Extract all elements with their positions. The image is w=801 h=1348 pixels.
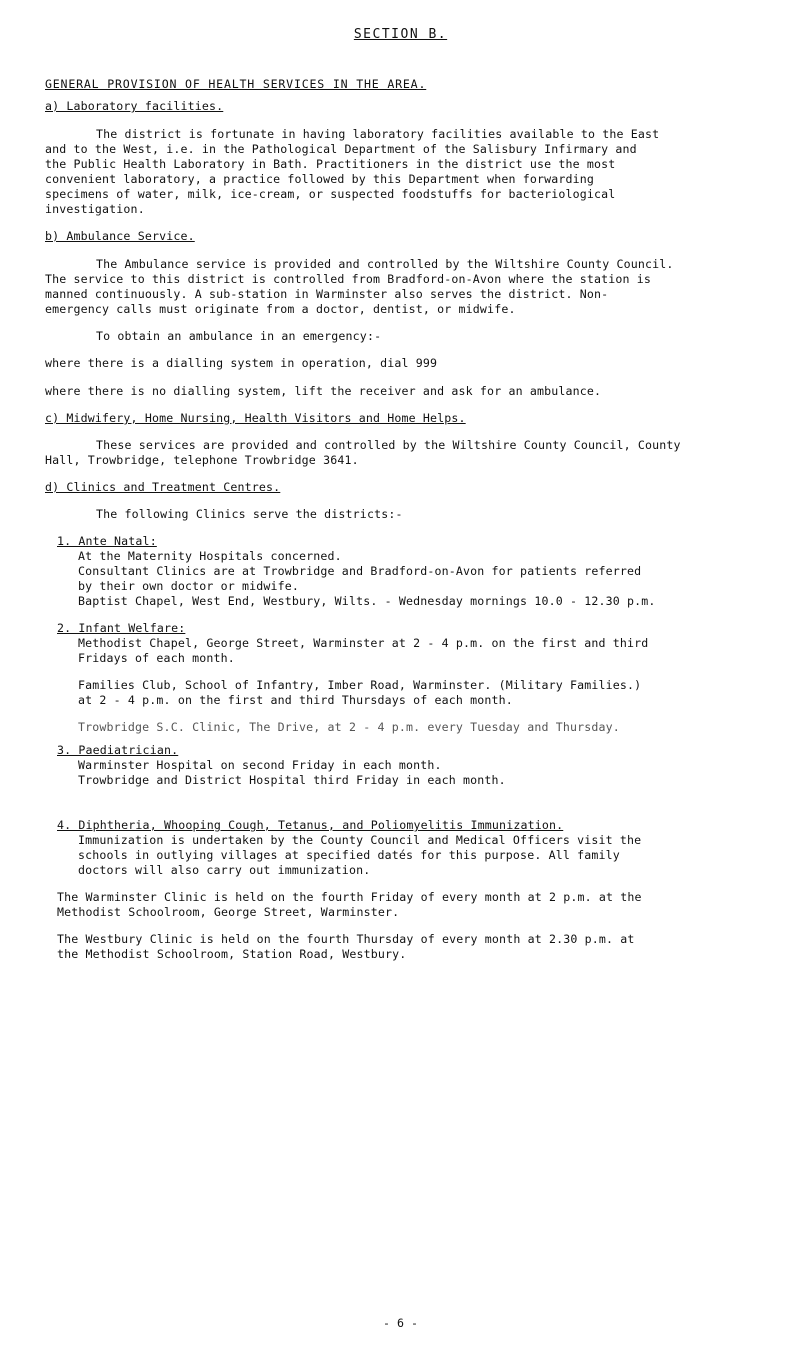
midwifery-line: These services are provided and controlled by the Wiltshire County Council, County <box>96 438 681 452</box>
ambulance-dialling: where there is a dialling system in operation, dial 999 <box>45 356 438 370</box>
immunization-line: doctors will also carry out immunization. <box>78 863 371 877</box>
lab-line: The district is fortunate in having laboratory facilities available to the East <box>96 127 660 141</box>
immunization-line: schools in outlying villages at specified datés for this purpose. All family <box>78 848 620 862</box>
page-number: - 6 - <box>383 1316 418 1330</box>
lab-title: a) Laboratory facilities. <box>45 99 224 113</box>
immunization-line: Immunization is undertaken by the County Council and Medical Officers visit the <box>78 833 642 847</box>
page-heading: GENERAL PROVISION OF HEALTH SERVICES IN THE AREA. <box>45 77 427 91</box>
clinics-intro: The following Clinics serve the districts:- <box>96 507 403 521</box>
infant-welfare-line: Trowbridge S.C. Clinic, The Drive, at 2 - 4 p.m. every Tuesday and Thursday. <box>78 720 620 734</box>
paediatrician-line: Warminster Hospital on second Friday in each month. <box>78 758 442 772</box>
infant-welfare-line: Methodist Chapel, George Street, Warminster at 2 - 4 p.m. on the first and third <box>78 636 649 650</box>
ambulance-line: emergency calls must originate from a doctor, dentist, or midwife. <box>45 302 516 316</box>
ambulance-title: b) Ambulance Service. <box>45 229 195 243</box>
lab-line: specimens of water, milk, ice-cream, or suspected foodstuffs for bacteriological <box>45 187 616 201</box>
antenatal-title: 1. Ante Natal: <box>57 534 157 548</box>
antenatal-line: At the Maternity Hospitals concerned. <box>78 549 342 563</box>
ambulance-obtain: To obtain an ambulance in an emergency:- <box>96 329 382 343</box>
infant-welfare-line: Fridays of each month. <box>78 651 235 665</box>
midwifery-title: c) Midwifery, Home Nursing, Health Visitors and Home Helps. <box>45 411 466 425</box>
warminster-clinic-line: The Warminster Clinic is held on the fourth Friday of every month at 2 p.m. at the <box>57 890 642 904</box>
westbury-clinic-line: The Westbury Clinic is held on the fourth Thursday of every month at 2.30 p.m. at <box>57 932 635 946</box>
antenatal-line: Baptist Chapel, West End, Westbury, Wilts. - Wednesday mornings 10.0 - 12.30 p.m. <box>78 594 656 608</box>
midwifery-line: Hall, Trowbridge, telephone Trowbridge 3641. <box>45 453 359 467</box>
ambulance-no-dialling: where there is no dialling system, lift the receiver and ask for an ambulance. <box>45 384 602 398</box>
infant-welfare-title: 2. Infant Welfare: <box>57 621 186 635</box>
lab-line: the Public Health Laboratory in Bath. Practitioners in the district use the most <box>45 157 616 171</box>
antenatal-line: Consultant Clinics are at Trowbridge and Bradford-on-Avon for patients referred <box>78 564 642 578</box>
lab-line: and to the West, i.e. in the Pathological Department of the Salisbury Infirmary and <box>45 142 637 156</box>
antenatal-line: by their own doctor or midwife. <box>78 579 300 593</box>
clinics-title: d) Clinics and Treatment Centres. <box>45 480 281 494</box>
westbury-clinic-line: the Methodist Schoolroom, Station Road, Westbury. <box>57 947 407 961</box>
paediatrician-line: Trowbridge and District Hospital third Friday in each month. <box>78 773 506 787</box>
infant-welfare-line: Families Club, School of Infantry, Imber Road, Warminster. (Military Families.) <box>78 678 642 692</box>
infant-welfare-line: at 2 - 4 p.m. on the first and third Thursdays of each month. <box>78 693 513 707</box>
lab-line: investigation. <box>45 202 145 216</box>
immunization-title: 4. Diphtheria, Whooping Cough, Tetanus, and Poliomyelitis Immunization. <box>57 818 564 832</box>
warminster-clinic-line: Methodist Schoolroom, George Street, Warminster. <box>57 905 400 919</box>
ambulance-line: manned continuously. A sub-station in Warminster also serves the district. Non- <box>45 287 609 301</box>
ambulance-line: The Ambulance service is provided and controlled by the Wiltshire County Council. <box>96 257 674 271</box>
paediatrician-title: 3. Paediatrician. <box>57 743 179 757</box>
section-title: SECTION B. <box>353 27 448 42</box>
lab-line: convenient laboratory, a practice followed by this Department when forwarding <box>45 172 595 186</box>
ambulance-line: The service to this district is controlled from Bradford-on-Avon where the station is <box>45 272 652 286</box>
